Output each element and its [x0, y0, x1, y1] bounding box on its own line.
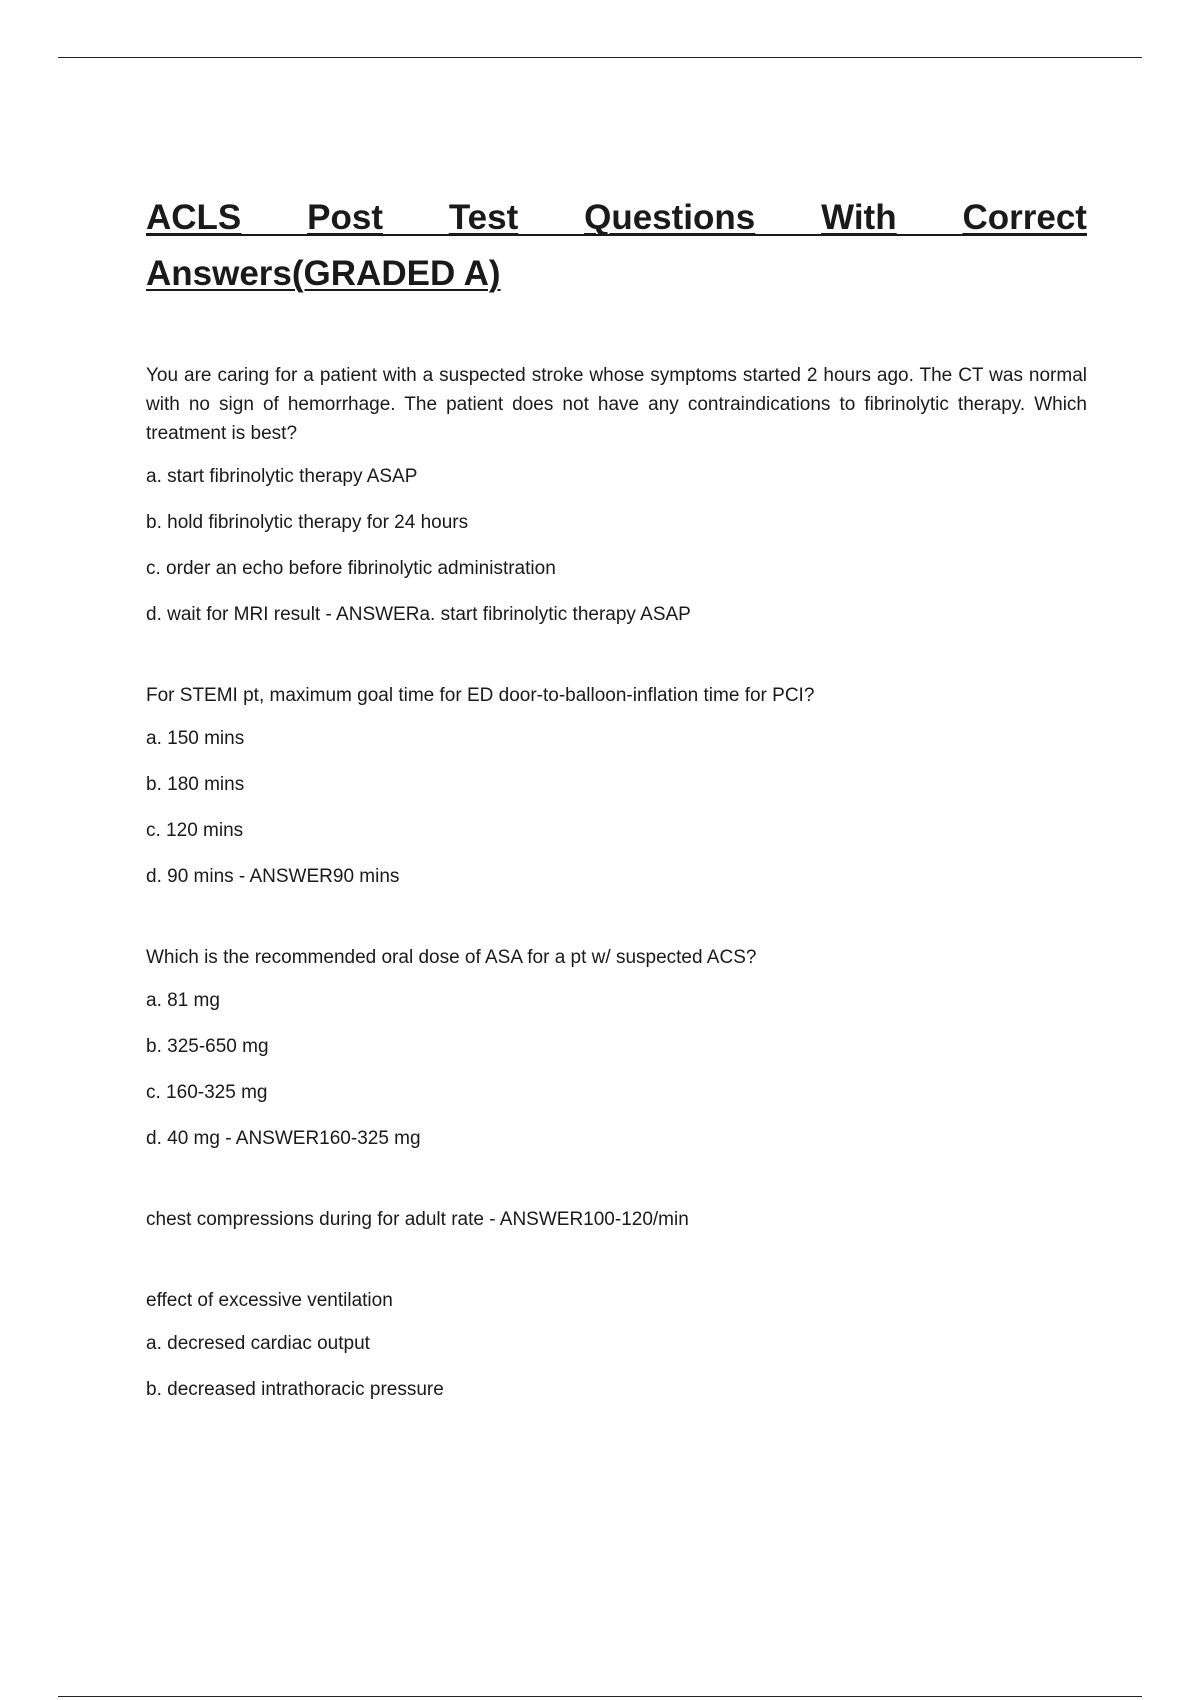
- answer-option: a. 150 mins: [146, 728, 245, 749]
- answer-option: c. order an echo before fibrinolytic administration: [146, 558, 556, 579]
- question-text: You are caring for a patient with a suspected stroke whose symptoms started 2 hours ago. The CT was normal with no sign of hemorrhage. The patient does not have any contraindications to fibrinolytic therapy. Which treatment is best?: [146, 365, 1087, 444]
- title-underline: [146, 234, 1087, 236]
- title-word: Post: [307, 198, 383, 237]
- answer-option-with-answer: d. 40 mg - ANSWER160-325 mg: [146, 1128, 421, 1149]
- document-body: [146, 190, 1087, 1456]
- answer-option: a. 81 mg: [146, 990, 220, 1011]
- title-word: Test: [448, 198, 519, 237]
- answer-option: a. start fibrinolytic therapy ASAP: [146, 466, 418, 487]
- question-text: effect of excessive ventilation: [146, 1290, 393, 1311]
- title-word: Correct: [962, 198, 1087, 237]
- answer-option: b. 325-650 mg: [146, 1036, 269, 1057]
- question-block: [146, 1205, 1087, 1234]
- title-word: With: [821, 198, 897, 237]
- question-text: Which is the recommended oral dose of ASA for a pt w/ suspected ACS?: [146, 947, 757, 968]
- title-line-2: Answers(GRADED A): [146, 254, 501, 293]
- title-line-1: [146, 190, 1087, 246]
- question-block: [146, 681, 1087, 891]
- question-block: [146, 943, 1087, 1153]
- document-title: [146, 190, 1087, 302]
- answer-option-with-answer: d. wait for MRI result - ANSWERa. start fibrinolytic therapy ASAP: [146, 604, 691, 625]
- answer-option: a. decresed cardiac output: [146, 1333, 370, 1354]
- title-word: Questions: [584, 198, 756, 237]
- answer-option-with-answer: d. 90 mins - ANSWER90 mins: [146, 866, 400, 887]
- title-word: ACLS: [146, 198, 242, 237]
- answer-option: c. 160-325 mg: [146, 1082, 268, 1103]
- answer-option: b. 180 mins: [146, 774, 245, 795]
- question-text: chest compressions during for adult rate - ANSWER100-120/min: [146, 1209, 689, 1230]
- footer-rule: [58, 1696, 1142, 1697]
- answer-option: c. 120 mins: [146, 820, 244, 841]
- question-block: [146, 1286, 1087, 1404]
- question-text: For STEMI pt, maximum goal time for ED door-to-balloon-inflation time for PCI?: [146, 685, 815, 706]
- question-block: [146, 361, 1087, 629]
- header-rule: [58, 57, 1142, 58]
- answer-option: b. hold fibrinolytic therapy for 24 hours: [146, 512, 469, 533]
- answer-option: b. decreased intrathoracic pressure: [146, 1379, 444, 1400]
- question-list: [146, 361, 1087, 1404]
